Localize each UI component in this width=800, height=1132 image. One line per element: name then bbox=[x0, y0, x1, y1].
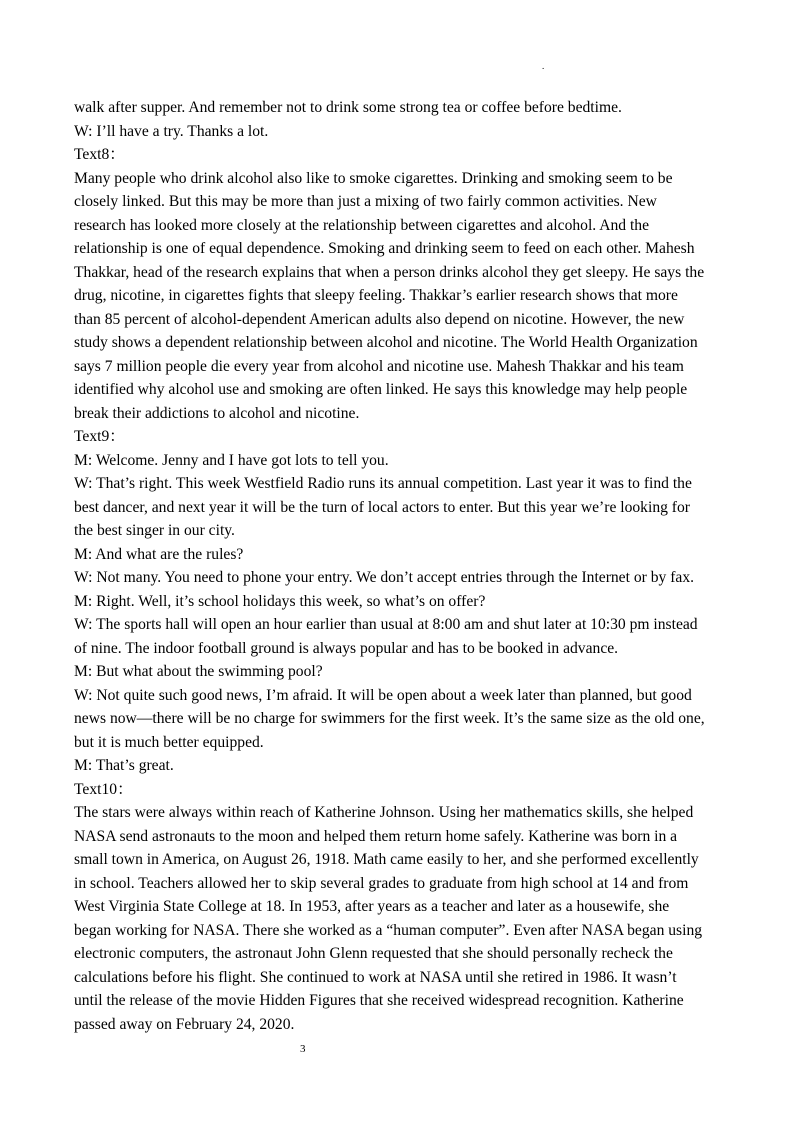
text-line: news now—there will be no charge for swimmers for the first week. It’s the same size as the old one, bbox=[74, 710, 705, 727]
text-line: best dancer, and next year it will be the turn of local actors to enter. But this year we’re looking for bbox=[74, 498, 690, 516]
text-line: West Virginia State College at 18. In 1953, after years as a teacher and later as a housewife, she bbox=[74, 898, 670, 915]
text-line: W: I’ll have a try. Thanks a lot. bbox=[74, 122, 269, 140]
page-number: 3 bbox=[300, 1043, 306, 1055]
text-line: identified why alcohol use and smoking are often linked. He says this knowledge may help people bbox=[74, 381, 688, 398]
text-line: NASA send astronauts to the moon and helped them return home safely. Katherine was born in a bbox=[74, 827, 678, 845]
text-line: The stars were always within reach of Katherine Johnson. Using her mathematics skills, she helped bbox=[74, 804, 694, 821]
text-line: small town in America, on August 26, 1918. Math came easily to her, and she performed excellently bbox=[74, 851, 699, 868]
text-line: began working for NASA. There she worked as a “human computer”. Even after NASA began using bbox=[74, 921, 703, 939]
section-heading-text10: Text10： bbox=[74, 780, 133, 798]
text-line: but it is much better equipped. bbox=[74, 733, 264, 751]
text-line: the best singer in our city. bbox=[74, 522, 235, 539]
text-line: M: And what are the rules? bbox=[74, 545, 244, 563]
text-line: closely linked. But this may be more than just a mixing of two fairly common activities. New bbox=[74, 193, 657, 210]
text-line: electronic computers, the astronaut John Glenn requested that she should personally recheck the bbox=[74, 945, 673, 962]
text-line: passed away on February 24, 2020. bbox=[74, 1015, 295, 1033]
text-line: relationship is one of equal dependence. Smoking and drinking seem to feed on each other. Mahesh bbox=[74, 240, 695, 257]
text-line: until the release of the movie Hidden Figures that she received widespread recognition. Katherine bbox=[74, 992, 684, 1009]
text-line: M: But what about the swimming pool? bbox=[74, 663, 323, 680]
text-line: study shows a dependent relationship between alcohol and nicotine. The World Health Organization bbox=[74, 334, 698, 351]
document-body bbox=[74, 96, 736, 1036]
text-line: Many people who drink alcohol also like to smoke cigarettes. Drinking and smoking seem to be bbox=[74, 169, 673, 187]
text-line: drug, nicotine, in cigarettes fights that sleepy feeling. Thakkar’s earlier research shows that more bbox=[74, 287, 678, 304]
text-line: than 85 percent of alcohol-dependent American adults also depend on nicotine. However, the new bbox=[74, 310, 685, 328]
text-line: of nine. The indoor football ground is always popular and has to be booked in advance. bbox=[74, 639, 619, 657]
header-mark: . bbox=[542, 61, 545, 71]
text-line: says 7 million people die every year from alcohol and nicotine use. Mahesh Thakkar and his team bbox=[74, 357, 684, 375]
text-line: calculations before his flight. She continued to work at NASA until she retired in 1986. It wasn’t bbox=[74, 968, 677, 986]
text-line: M: Welcome. Jenny and I have got lots to tell you. bbox=[74, 451, 389, 469]
text-line: M: That’s great. bbox=[74, 757, 174, 774]
text-line: W: Not quite such good news, I’m afraid. It will be open about a week later than planned, but good bbox=[74, 686, 692, 704]
text-line: break their addictions to alcohol and nicotine. bbox=[74, 404, 360, 422]
text-line: M: Right. Well, it’s school holidays this week, so what’s on offer? bbox=[74, 592, 486, 610]
text-line: Thakkar, head of the research explains that when a person drinks alcohol they get sleepy. He says the bbox=[74, 263, 705, 281]
text-line: research has looked more closely at the relationship between cigarettes and alcohol. And the bbox=[74, 216, 650, 234]
text-line: W: The sports hall will open an hour earlier than usual at 8:00 am and shut later at 10:30 pm instead bbox=[74, 616, 698, 633]
text-line: walk after supper. And remember not to drink some strong tea or coffee before bedtime. bbox=[74, 99, 622, 116]
text-line: in school. Teachers allowed her to skip several grades to graduate from high school at 14 and from bbox=[74, 874, 689, 892]
text-line: W: Not many. You need to phone your entry. We don’t accept entries through the Internet or by fax. bbox=[74, 569, 695, 586]
section-heading-text9: Text9： bbox=[74, 428, 125, 445]
section-heading-text8: Text8： bbox=[74, 146, 125, 163]
text-line: W: That’s right. This week Westfield Radio runs its annual competition. Last year it was to find the bbox=[74, 475, 692, 492]
